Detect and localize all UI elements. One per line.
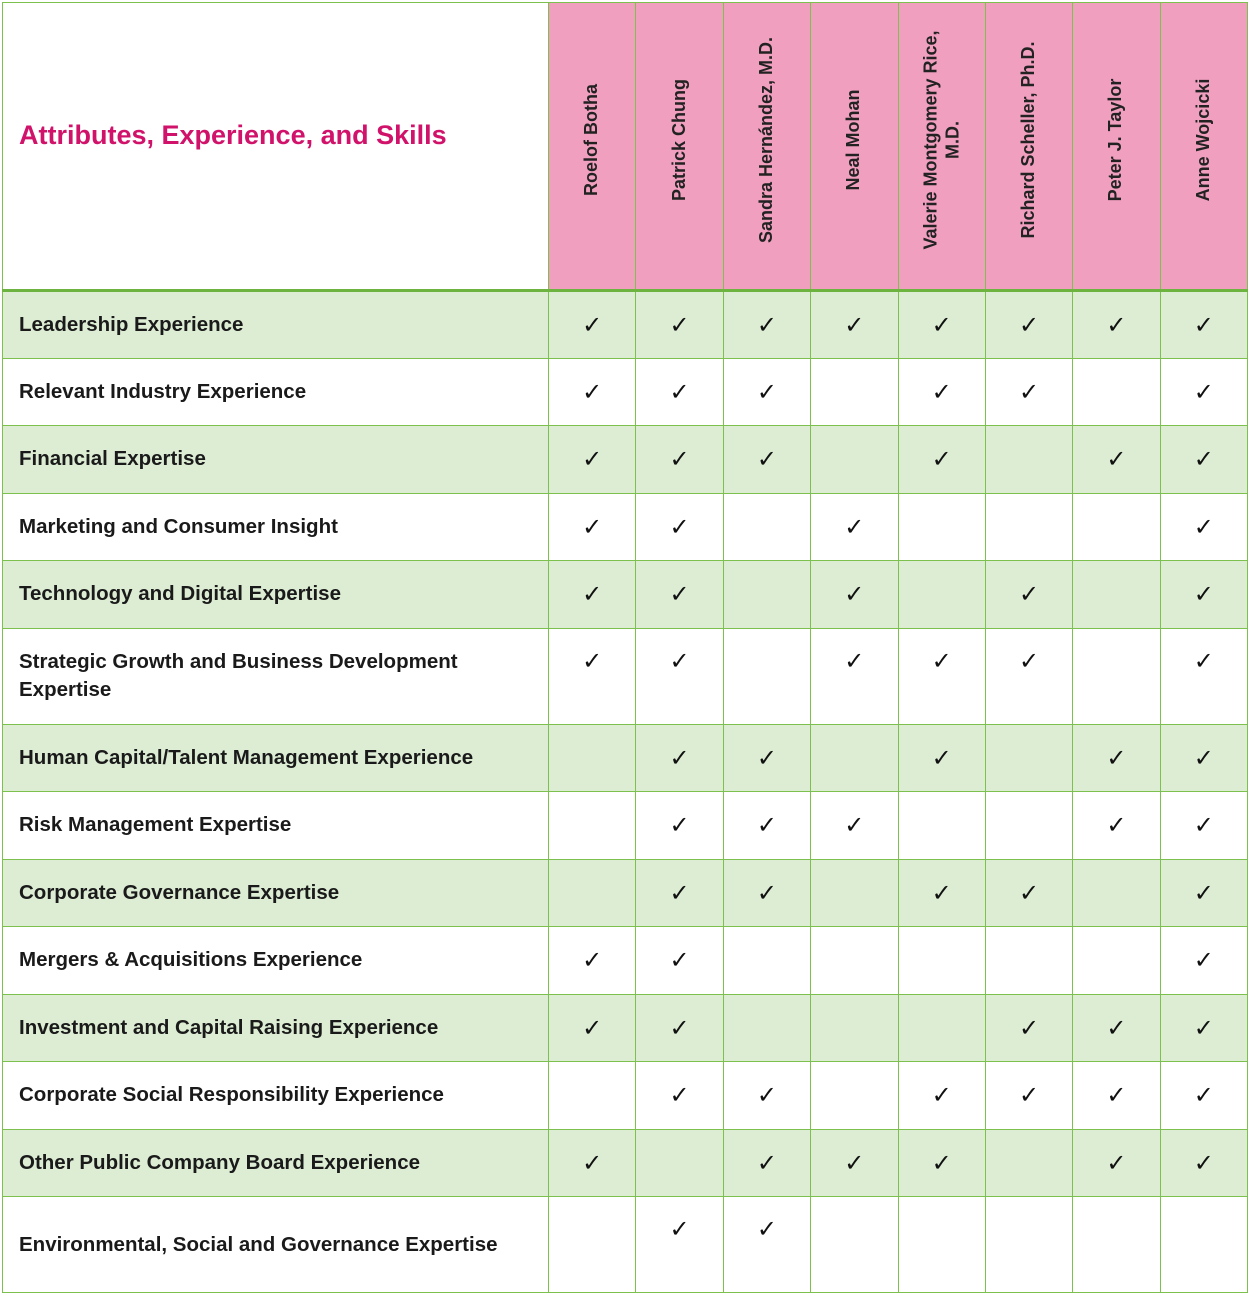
mark-cell [811,994,898,1062]
mark-cell [1073,1062,1160,1130]
header-title-cell [3,3,549,291]
table-row [3,724,1248,792]
mark-cell [985,1129,1072,1197]
mark-cell [636,358,723,426]
mark-cell [549,426,636,494]
attribute-cell [3,1129,549,1197]
attribute-label: Relevant Industry Experience [19,379,307,403]
mark-cell [723,792,810,860]
mark-cell [549,493,636,561]
mark-cell [1160,1062,1247,1130]
mark-cell [898,724,985,792]
attribute-cell [3,724,549,792]
check-icon: ✓ [582,646,603,675]
mark-cell [723,724,810,792]
mark-cell [811,927,898,995]
mark-cell [985,792,1072,860]
mark-cell [723,927,810,995]
check-icon: ✓ [931,1148,952,1177]
check-icon: ✓ [756,1148,777,1177]
mark-cell [898,1197,985,1293]
mark-cell [898,994,985,1062]
mark-cell [898,1062,985,1130]
director-name: Neal Mohan [843,89,864,191]
check-icon: ✓ [669,377,690,406]
check-icon: ✓ [931,878,952,907]
attribute-label: Risk Management Expertise [19,813,292,837]
attribute-cell [3,859,549,927]
attribute-cell [3,1062,549,1130]
mark-cell [549,792,636,860]
mark-cell [723,561,810,629]
attribute-cell [3,561,549,629]
director-name: Peter J. Taylor [1105,78,1126,202]
check-icon: ✓ [669,646,690,675]
mark-cell [985,358,1072,426]
check-icon: ✓ [1193,946,1214,975]
table-row [3,493,1248,561]
mark-cell [985,859,1072,927]
mark-cell [1160,358,1247,426]
matrix-title: Attributes, Experience, and Skills [19,120,447,151]
check-icon: ✓ [1019,580,1040,609]
mark-cell [1073,561,1160,629]
table-row [3,1062,1248,1130]
mark-cell [1160,1129,1247,1197]
director-name: Patrick Chung [668,78,689,202]
mark-cell [811,859,898,927]
check-icon: ✓ [931,445,952,474]
matrix-body [3,291,1248,1293]
check-icon: ✓ [582,445,603,474]
check-icon: ✓ [1193,512,1214,541]
check-icon: ✓ [756,743,777,772]
check-icon: ✓ [1193,743,1214,772]
check-icon: ✓ [844,580,865,609]
mark-cell [723,628,810,724]
check-icon: ✓ [756,377,777,406]
check-icon: ✓ [1019,1013,1040,1042]
director-name: Roelof Botha [581,84,602,196]
mark-cell [985,1062,1072,1130]
table-row [3,859,1248,927]
director-header-cell [1073,3,1160,291]
check-icon: ✓ [1193,580,1214,609]
mark-cell [1160,1197,1247,1293]
mark-cell [1160,927,1247,995]
check-icon: ✓ [582,377,603,406]
mark-cell [898,792,985,860]
mark-cell [985,493,1072,561]
mark-cell [811,493,898,561]
mark-cell [1160,628,1247,724]
mark-cell [1073,994,1160,1062]
mark-cell [549,561,636,629]
check-icon: ✓ [1193,811,1214,840]
check-icon: ✓ [669,811,690,840]
check-icon: ✓ [582,1148,603,1177]
mark-cell [1073,1197,1160,1293]
mark-cell [723,1129,810,1197]
attribute-label: Corporate Social Responsibility Experience [19,1083,444,1107]
mark-cell [636,927,723,995]
mark-cell [1160,859,1247,927]
check-icon: ✓ [669,946,690,975]
attribute-label: Strategic Growth and Business Development Expertise [19,650,458,701]
attribute-label: Corporate Governance Expertise [19,880,340,904]
check-icon: ✓ [1193,878,1214,907]
check-icon: ✓ [1106,811,1127,840]
check-icon: ✓ [582,512,603,541]
check-icon: ✓ [1193,646,1214,675]
check-icon: ✓ [844,1148,865,1177]
director-header-cell [898,3,985,291]
mark-cell [1160,291,1247,359]
attribute-cell [3,426,549,494]
mark-cell [636,291,723,359]
check-icon: ✓ [1019,377,1040,406]
check-icon: ✓ [669,1013,690,1042]
mark-cell [549,1129,636,1197]
check-icon: ✓ [756,310,777,339]
attribute-cell [3,358,549,426]
mark-cell [1160,994,1247,1062]
mark-cell [985,426,1072,494]
mark-cell [898,561,985,629]
mark-cell [636,859,723,927]
mark-cell [898,1129,985,1197]
mark-cell [985,1197,1072,1293]
mark-cell [636,1197,723,1293]
mark-cell [1073,426,1160,494]
mark-cell [985,561,1072,629]
check-icon: ✓ [1019,1081,1040,1110]
attribute-label: Financial Expertise [19,447,206,471]
mark-cell [723,1062,810,1130]
mark-cell [985,994,1072,1062]
mark-cell [1073,493,1160,561]
check-icon: ✓ [756,445,777,474]
mark-cell [549,859,636,927]
director-name: Richard Scheller, Ph.D. [1018,41,1039,239]
mark-cell [985,291,1072,359]
mark-cell [636,1129,723,1197]
mark-cell [636,426,723,494]
attribute-label: Environmental, Social and Governance Expertise [19,1232,498,1256]
mark-cell [898,859,985,927]
director-name: Sandra Hernández, M.D. [756,36,777,244]
check-icon: ✓ [669,878,690,907]
mark-cell [636,724,723,792]
mark-cell [811,1062,898,1130]
director-header-cell [549,3,636,291]
director-name: Anne Wojcicki [1193,78,1214,202]
attribute-cell [3,994,549,1062]
mark-cell [723,1197,810,1293]
table-row [3,628,1248,724]
check-icon: ✓ [669,580,690,609]
mark-cell [636,628,723,724]
check-icon: ✓ [844,512,865,541]
mark-cell [985,628,1072,724]
mark-cell [636,792,723,860]
attribute-cell [3,493,549,561]
mark-cell [898,358,985,426]
table-row [3,426,1248,494]
check-icon: ✓ [669,445,690,474]
check-icon: ✓ [1193,1013,1214,1042]
mark-cell [811,1197,898,1293]
check-icon: ✓ [1106,310,1127,339]
check-icon: ✓ [1106,1148,1127,1177]
table-row [3,561,1248,629]
attribute-cell [3,291,549,359]
mark-cell [549,724,636,792]
check-icon: ✓ [1106,743,1127,772]
check-icon: ✓ [1106,1081,1127,1110]
check-icon: ✓ [931,1081,952,1110]
check-icon: ✓ [582,946,603,975]
check-icon: ✓ [931,646,952,675]
mark-cell [549,994,636,1062]
check-icon: ✓ [1019,878,1040,907]
director-name: Valerie Montgomery Rice, M.D. [920,30,962,250]
attribute-cell [3,1197,549,1293]
mark-cell [1160,724,1247,792]
mark-cell [723,358,810,426]
mark-cell [811,426,898,494]
mark-cell [1073,1129,1160,1197]
attribute-label: Other Public Company Board Experience [19,1150,420,1174]
mark-cell [898,493,985,561]
check-icon: ✓ [931,310,952,339]
table-row [3,1197,1248,1293]
attribute-label: Leadership Experience [19,312,244,336]
check-icon: ✓ [931,377,952,406]
mark-cell [898,927,985,995]
check-icon: ✓ [582,580,603,609]
table-row [3,1129,1248,1197]
attribute-label: Human Capital/Talent Management Experience [19,745,474,769]
mark-cell [636,561,723,629]
attribute-label: Marketing and Consumer Insight [19,514,338,538]
table-row [3,994,1248,1062]
table-row [3,792,1248,860]
mark-cell [636,493,723,561]
mark-cell [1073,358,1160,426]
attribute-cell [3,927,549,995]
check-icon: ✓ [1193,445,1214,474]
mark-cell [811,358,898,426]
table-row [3,291,1248,359]
check-icon: ✓ [669,743,690,772]
mark-cell [723,291,810,359]
check-icon: ✓ [1193,310,1214,339]
mark-cell [1073,792,1160,860]
mark-cell [898,628,985,724]
check-icon: ✓ [1019,646,1040,675]
header-row [3,3,1248,291]
check-icon: ✓ [756,878,777,907]
mark-cell [1160,426,1247,494]
mark-cell [723,426,810,494]
attribute-cell [3,792,549,860]
mark-cell [636,1062,723,1130]
mark-cell [549,927,636,995]
director-header-cell [1160,3,1247,291]
check-icon: ✓ [756,811,777,840]
skills-matrix-table [2,2,1248,1293]
mark-cell [811,1129,898,1197]
mark-cell [898,426,985,494]
attribute-label: Technology and Digital Expertise [19,582,341,606]
check-icon: ✓ [844,646,865,675]
mark-cell [1073,724,1160,792]
check-icon: ✓ [582,1013,603,1042]
check-icon: ✓ [844,310,865,339]
mark-cell [723,493,810,561]
check-icon: ✓ [669,512,690,541]
mark-cell [1073,628,1160,724]
table-row [3,927,1248,995]
check-icon: ✓ [1193,1081,1214,1110]
mark-cell [549,1197,636,1293]
director-header-cell [636,3,723,291]
mark-cell [549,358,636,426]
mark-cell [811,291,898,359]
mark-cell [811,724,898,792]
mark-cell [1073,927,1160,995]
check-icon: ✓ [669,1215,690,1243]
mark-cell [811,792,898,860]
mark-cell [549,628,636,724]
mark-cell [985,927,1072,995]
attribute-label: Investment and Capital Raising Experience [19,1015,439,1039]
check-icon: ✓ [1193,1148,1214,1177]
attribute-label: Mergers & Acquisitions Experience [19,948,363,972]
director-header-cell [723,3,810,291]
mark-cell [549,291,636,359]
mark-cell [1160,561,1247,629]
mark-cell [636,994,723,1062]
check-icon: ✓ [844,811,865,840]
check-icon: ✓ [931,743,952,772]
check-icon: ✓ [1019,310,1040,339]
mark-cell [1160,792,1247,860]
check-icon: ✓ [669,1081,690,1110]
mark-cell [549,1062,636,1130]
mark-cell [1073,291,1160,359]
mark-cell [811,561,898,629]
director-header-cell [811,3,898,291]
director-header-cell [985,3,1072,291]
mark-cell [898,291,985,359]
check-icon: ✓ [756,1215,777,1243]
mark-cell [985,724,1072,792]
check-icon: ✓ [1106,1013,1127,1042]
check-icon: ✓ [756,1081,777,1110]
table-row [3,358,1248,426]
mark-cell [811,628,898,724]
attribute-cell [3,628,549,724]
mark-cell [723,994,810,1062]
mark-cell [723,859,810,927]
mark-cell [1160,493,1247,561]
check-icon: ✓ [582,310,603,339]
mark-cell [1073,859,1160,927]
check-icon: ✓ [1106,445,1127,474]
check-icon: ✓ [669,310,690,339]
check-icon: ✓ [1193,377,1214,406]
